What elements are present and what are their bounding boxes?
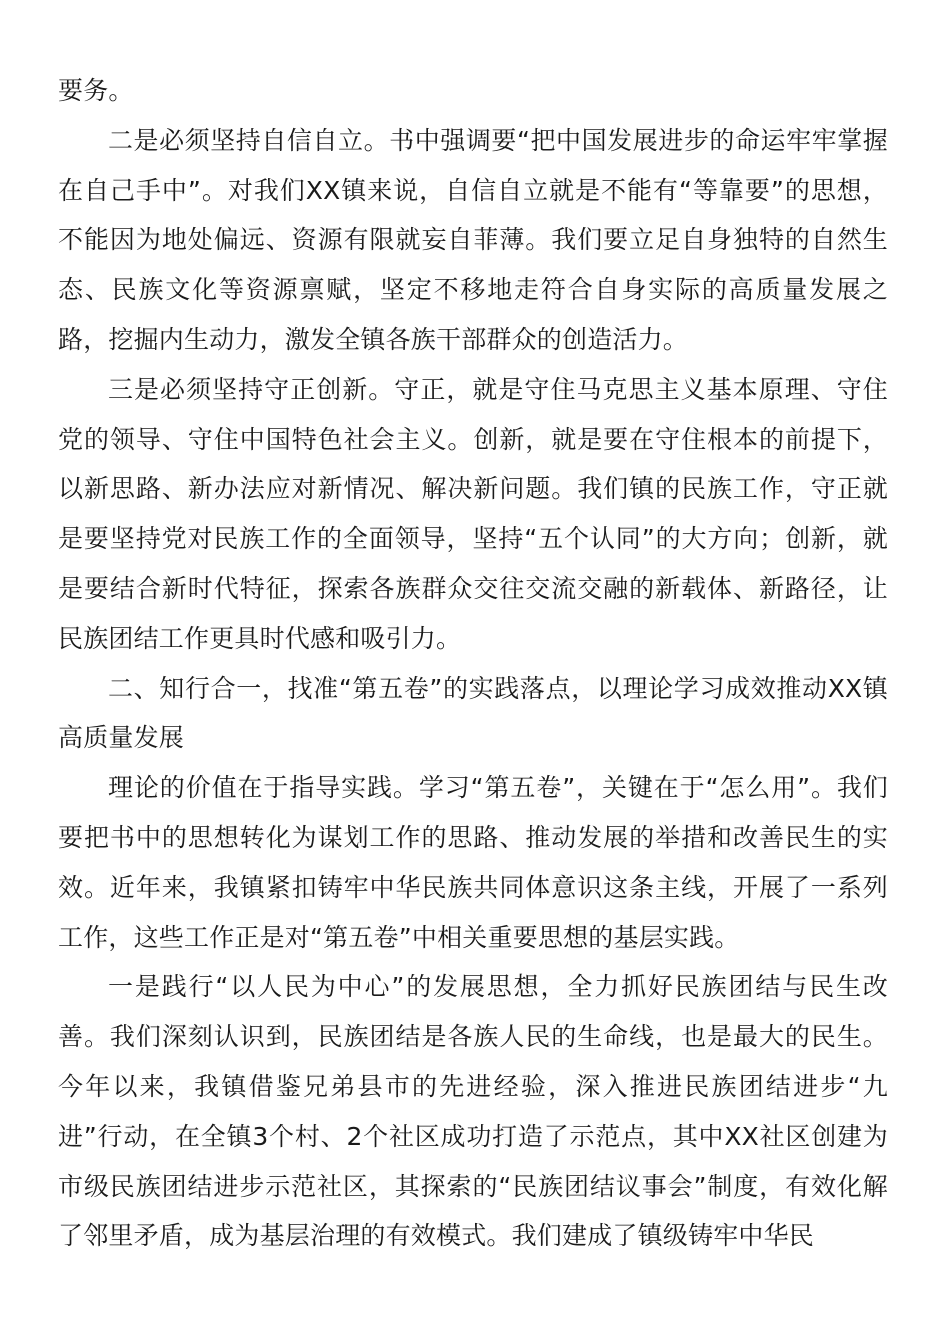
paragraph-integrity-innovation: 三是必须坚持守正创新。守正，就是守住马克思主义基本原理、守住党的领导、守住中国特色社会主义。创新，就是要在守住根本的前提下，以新思路、新办法应对新情况、解决新问题。我们镇的民族工作，守正就是要坚持党对民族工作的全面领导，坚持“五个认同”的大方向；创新，就是要结合新时代特征，探索各族群众交往交流交融的新载体、新路径，让民族团结工作更具时代感和吸引力。: [58, 374, 888, 653]
document-page: [58, 66, 888, 1261]
paragraph-self-reliance: 二是必须坚持自信自立。书中强调要“把中国发展进步的命运牢牢掌握在自己手中”。对我们XX镇来说，自信自立就是不能有“等靠要”的思想，不能因为地处偏远、资源有限就妄自菲薄。我们要立足自身独特的自然生态、民族文化等资源禀赋，坚定不移地走符合自身实际的高质量发展之路，挖掘内生动力，激发全镇各族干部群众的创造活力。: [58, 125, 888, 354]
paragraph-theory-practice: 理论的价值在于指导实践。学习“第五卷”，关键在于“怎么用”。我们要把书中的思想转化为谋划工作的思路、推动发展的举措和改善民生的实效。近年来，我镇紧扣铸牢中华民族共同体意识这条主线，开展了一系列工作，这些工作正是对“第五卷”中相关重要思想的基层实践。: [58, 773, 888, 952]
paragraph-people-centered: 一是践行“以人民为中心”的发展思想，全力抓好民族团结与民生改善。我们深刻认识到，民族团结是各族人民的生命线，也是最大的民生。今年以来，我镇借鉴兄弟县市的先进经验，深入推进民族团结进步“九进”行动，在全镇3个村、2个社区成功打造了示范点，其中XX社区创建为市级民族团结进步示范社区，其探索的“民族团结议事会”制度，有效化解了邻里矛盾，成为基层治理的有效模式。我们建成了镇级铸牢中华民: [58, 972, 888, 1251]
paragraph-continuation: 要务。: [58, 76, 134, 105]
section-heading-two: 二、知行合一，找准“第五卷”的实践落点，以理论学习成效推动XX镇高质量发展: [58, 673, 888, 753]
